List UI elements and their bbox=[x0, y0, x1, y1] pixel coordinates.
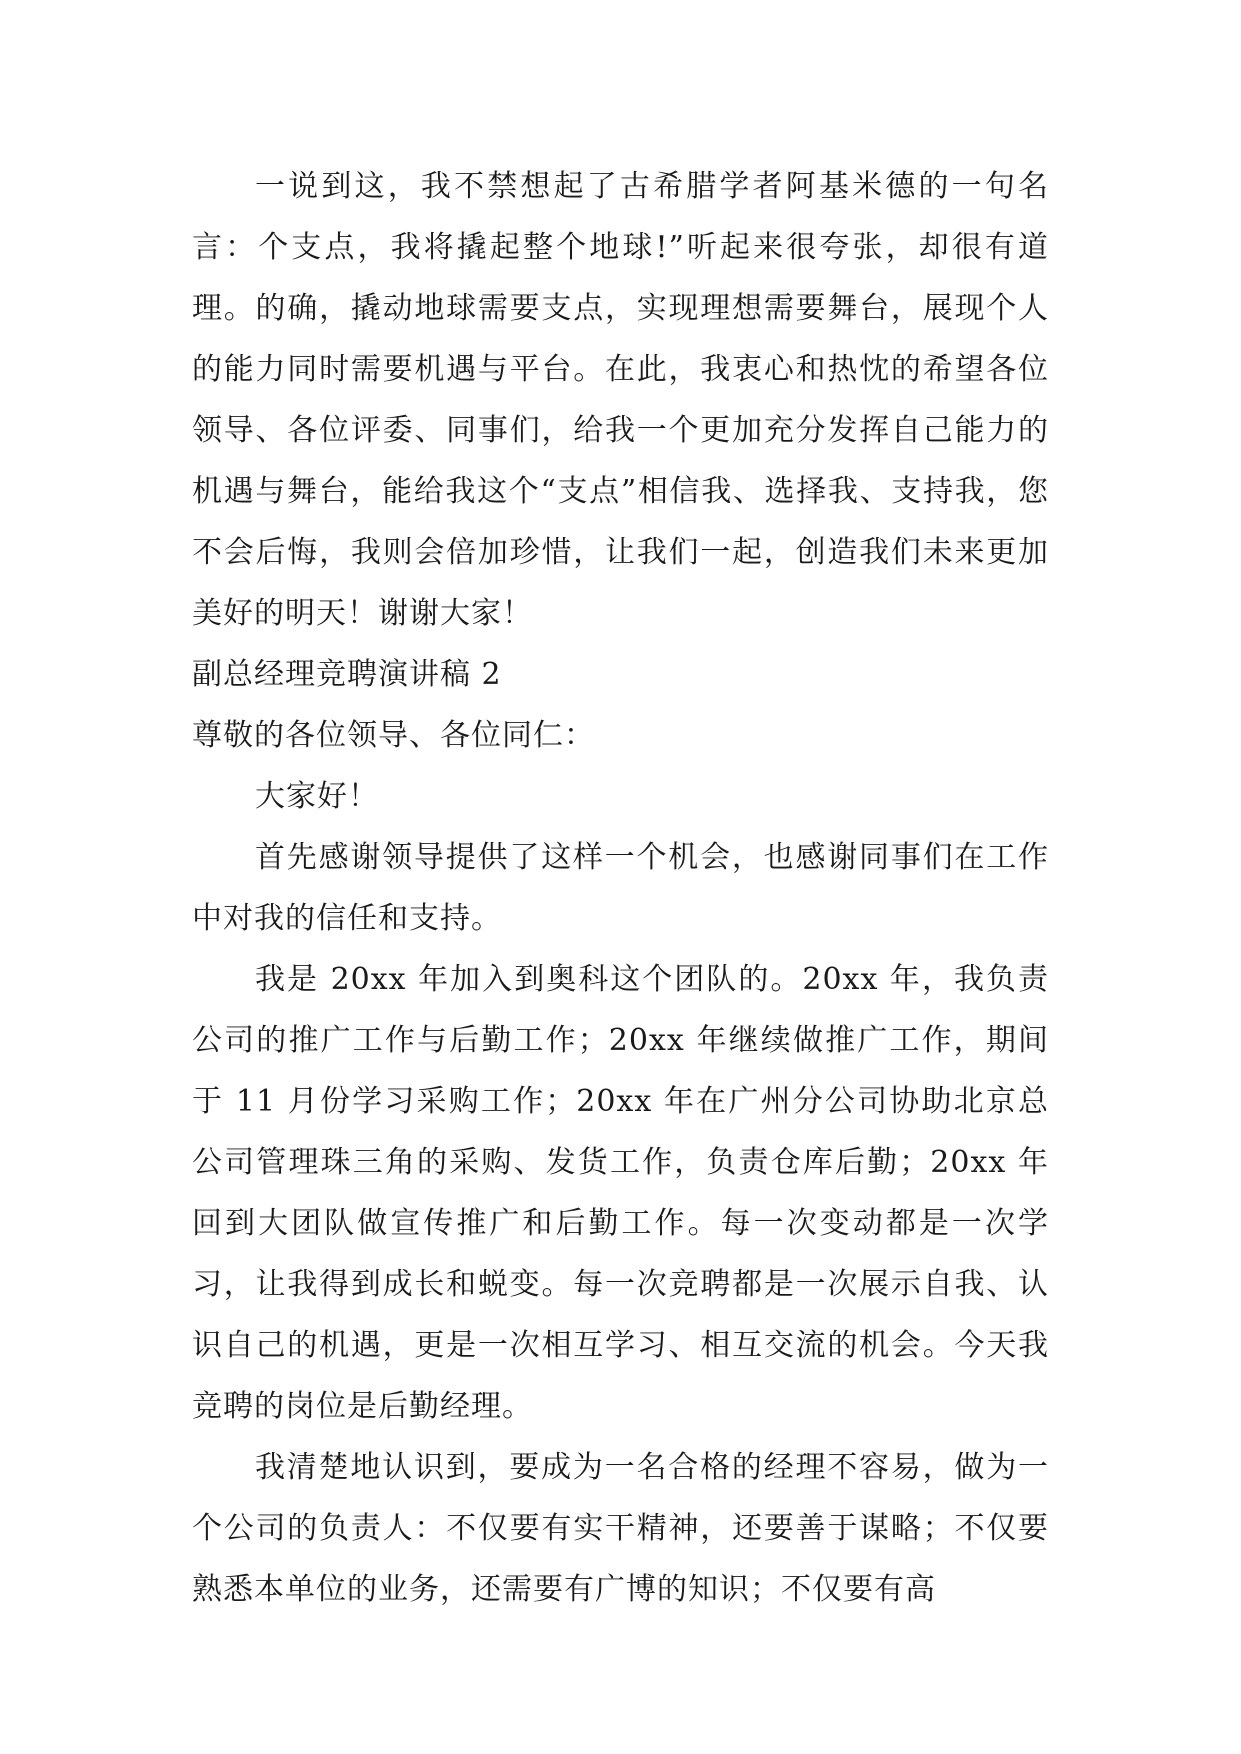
thanks-paragraph: 首先感谢领导提供了这样一个机会，也感谢同事们在工作中对我的信任和支持。 bbox=[192, 840, 1049, 936]
role-paragraph: 我清楚地认识到，要成为一名合格的经理不容易，做为一个公司的负责人：不仅要有实干精神，还要善于谋略；不仅要熟悉本单位的业务，还需要有广博的知识；不仅要有高 bbox=[192, 1450, 1049, 1607]
experience-paragraph: 我是 20xx 年加入到奥科这个团队的。20xx 年，我负责公司的推广工作与后勤工作；20xx 年继续做推广工作，期间于 11 月份学习采购工作；20xx 年在广州分公司协助北京总公司管理珠三角的采购、发货工作，负责仓库后勤；20xx 年回到大团队做宣传推广和后勤工作。每一次变动都是一次学习，让我得到成长和蜕变。每一次竞聘都是一次展示自我、认识自己的机遇，更是一次相互学习、相互交流的机会。今天我竞聘的岗位是后勤经理。 bbox=[192, 962, 1049, 1424]
closing-paragraph: 一说到这，我不禁想起了古希腊学者阿基米德的一句名言：个支点，我将撬起整个地球!”听起来很夸张，却很有道理。的确，撬动地球需要支点，实现理想需要舞台，展现个人的能力同时需要机遇与平台。在此，我衷心和热忱的希望各位领导、各位评委、同事们，给我一个更加充分发挥自己能力的机遇与舞台，能给我这个“支点”相信我、选择我、支持我，您不会后悔，我则会倍加珍惜，让我们一起，创造我们未来更加美好的明天！谢谢大家！ bbox=[192, 169, 1049, 631]
greeting: 大家好！ bbox=[255, 779, 379, 814]
section-title: 副总经理竞聘演讲稿 2 bbox=[192, 657, 502, 692]
document-page bbox=[192, 156, 1049, 1620]
salutation: 尊敬的各位领导、各位同仁： bbox=[192, 718, 595, 753]
